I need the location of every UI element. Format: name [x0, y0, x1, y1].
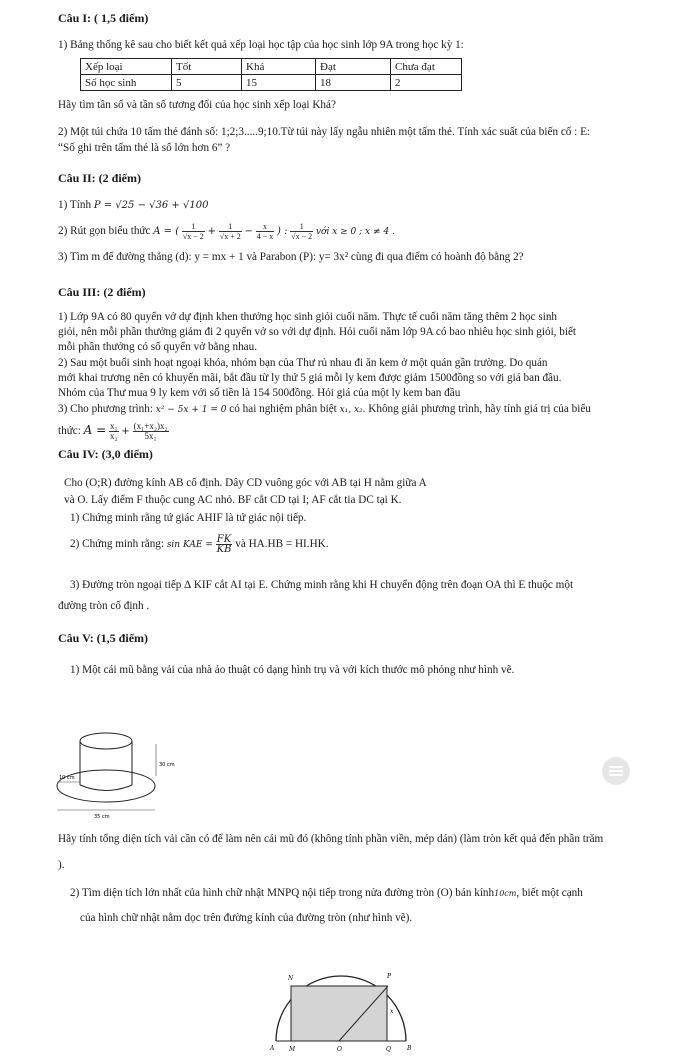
- label-x: x: [390, 1008, 394, 1015]
- table-cell: 5: [172, 75, 242, 91]
- rectangle-MNPQ: [291, 986, 387, 1041]
- q3-part1-line1: 1) Lớp 9A có 80 quyển vở dự định khen thưởng học sinh giỏi cuối năm. Thực tế cuối năm tăng thêm 2 học sinh: [58, 311, 558, 323]
- label-O: O: [337, 1046, 342, 1053]
- q5-part2-line2: của hình chữ nhật nằm dọc trên đường kính của đường tròn (như hình vẽ).: [80, 912, 413, 924]
- numerator: 1: [219, 222, 242, 232]
- label-height: 30 cm: [159, 762, 175, 768]
- sine-expr: sin KAE =: [166, 540, 213, 550]
- label-width: 35 cm: [94, 814, 110, 820]
- q4-intro-line2: và O. Lấy điểm F thuộc cung AC nhỏ. BF cắt CD tại I; AF cắt tia DC tại K.: [64, 494, 402, 506]
- text: có hai nghiệm phân biệt: [226, 403, 340, 415]
- q1-part1: 1) Bảng thống kê sau cho biết kết quả xếp loại học tập của học sinh lớp 9A trong học kỳ 1:: [58, 39, 464, 51]
- denominator: x₂: [109, 430, 118, 441]
- q1-part2-line1: 2) Một túi chứa 10 tấm thẻ đánh số: 1;2;3.....9;10.Từ túi này lấy ngẫu nhiên một tấm thẻ. Tính xác suất của biến cố : E:: [58, 126, 591, 138]
- menu-bar: [609, 770, 623, 772]
- q4-part2-label: 2) Chứng minh rằng:: [70, 538, 167, 550]
- q4-intro-line1: Cho (O;R) đường kính AB cố định. Dây CD vuông góc với AB tại H nằm giữa A: [64, 477, 427, 489]
- table-header-row: [81, 59, 462, 75]
- table-cell: 18: [316, 75, 391, 91]
- hat-base-arc: [80, 785, 132, 791]
- label-P: P: [387, 973, 392, 980]
- fraction: [219, 222, 242, 241]
- fraction: [290, 222, 313, 241]
- table-cell: 15: [242, 75, 316, 91]
- hat-figure: [48, 730, 188, 825]
- equation: x² − 5x + 1 = 0: [155, 405, 227, 415]
- text: thức:: [58, 425, 84, 437]
- numerator: 1: [290, 222, 313, 232]
- q3-part3-line1: [58, 402, 668, 417]
- label-Q: Q: [386, 1046, 391, 1053]
- grade-table: [80, 58, 462, 91]
- table-header-cell: Khá: [242, 59, 316, 75]
- q2-part2: 2) Rút gọn biểu thức A = ( $\frac{1}{√x - 2}$ + $\frac{1}{√x + 2}$ − $\frac{x}{4 - x}$ ) : $\frac{1}{√x - 2}$ với x ≥ 0 ; x ≠ 4 .: [58, 221, 395, 241]
- q1-title: Câu I: ( 1,5 điểm): [58, 11, 149, 25]
- q5-part1-question-line1: Hãy tính tổng diện tích vải cần có để làm nên cái mũ đó (không tính phần viền, mép dán) (làm tròn kết quả đến phần trăm: [58, 833, 604, 845]
- table-header-cell: Xếp loại: [81, 59, 172, 75]
- fraction: [216, 535, 233, 554]
- q5-part1-question-line2: ).: [58, 859, 65, 871]
- label-M: M: [289, 1046, 296, 1053]
- fraction: [133, 422, 169, 441]
- q2-part1-label: 1) Tính: [58, 199, 94, 211]
- label-radius: 10 cm: [59, 775, 75, 781]
- denominator: √x + 2: [219, 231, 241, 241]
- q3-title: Câu III: (2 điểm): [58, 285, 146, 299]
- denominator: √x − 2: [182, 231, 204, 241]
- q3-part1-line2: giỏi, nên mỗi phần thưởng giảm đi 2 quyển vở so với dự định. Hỏi cuối năm lớp 9A có bao nhiêu học sinh giỏi, biết: [58, 326, 577, 338]
- q3-part2-line3: Nhóm của Thư mua 9 ly kem với số tiền là 154 500đồng. Hỏi giá của một ly kem ban đầu: [58, 387, 461, 399]
- q1-part1-question: Hãy tìm tần số và tần số tương đối của học sinh xếp loại Khá?: [58, 99, 336, 111]
- text: . Không giải phương trình, hãy tính giá trị của biểu: [362, 403, 591, 415]
- q2-part1-formula: P = √25 − √36 + √100: [93, 200, 209, 211]
- q4-part3-line1: 3) Đường tròn ngoại tiếp ∆ KIF cắt AI tại E. Chứng minh rằng khi H chuyển động trên đoạn OA thì E thuộc một: [70, 579, 574, 591]
- q3-part2-line2: mới khai trương nên có khuyến mãi, bắt đầu từ ly thứ 5 giá mỗi ly kem được giảm 1500đồng so với giá ban đầu.: [58, 372, 562, 384]
- division-sign: ) :: [277, 226, 288, 237]
- table-row: [81, 75, 462, 91]
- q2-part3: 3) Tìm m để đường thẳng (d): y = mx + 1 và Parabon (P): y= 3x² cùng đi qua điểm có hoành độ bằng 2?: [58, 251, 524, 263]
- q2-title: Câu II: (2 điểm): [58, 171, 141, 185]
- semicircle-figure: [262, 966, 422, 1056]
- numerator: x: [256, 222, 275, 232]
- expr-A: A = (: [153, 226, 180, 237]
- condition: với x ≥ 0 ; x ≠ 4 .: [315, 227, 395, 237]
- q2-part2-label: 2) Rút gọn biểu thức: [58, 225, 154, 237]
- menu-bar: [609, 766, 623, 768]
- roots: x₁, x₂: [339, 405, 363, 415]
- text: và HA.HB = HI.HK.: [232, 538, 329, 550]
- menu-bar: [609, 774, 623, 776]
- q4-part2: [70, 533, 668, 556]
- denominator: KB: [216, 543, 232, 555]
- label-N: N: [288, 975, 294, 982]
- fraction: [109, 422, 119, 441]
- menu-icon[interactable]: [602, 757, 630, 785]
- plus-sign: +: [121, 426, 130, 437]
- q4-part3-line2: đường tròn cố định .: [58, 600, 150, 612]
- expr-A: A =: [83, 423, 107, 437]
- denominator: 5x₁: [144, 430, 157, 441]
- q5-title: Câu V: (1,5 điểm): [58, 631, 149, 645]
- q5-part2-line1: [70, 886, 668, 901]
- denominator: √x − 2: [291, 231, 313, 241]
- q2-part1: [58, 198, 668, 213]
- label-B: B: [407, 1045, 412, 1052]
- text: , biết một cạnh: [516, 887, 583, 899]
- q4-part1: 1) Chứng minh rằng tứ giác AHIF là tứ giác nội tiếp.: [70, 512, 307, 524]
- text: 2) Tìm diện tích lớn nhất của hình chữ nhật MNPQ nội tiếp trong nửa đường tròn (O) bán kính: [70, 887, 495, 899]
- table-cell: Số học sinh: [81, 75, 172, 91]
- q3-part2-line1: 2) Sau một buổi sinh hoạt ngoại khóa, nhóm bạn của Thư rủ nhau đi ăn kem ở một quán gần trường. Do quán: [58, 357, 548, 369]
- table-header-cell: Chưa đạt: [391, 59, 462, 75]
- q4-title: Câu IV: (3,0 điểm): [58, 447, 153, 461]
- hat-top-ellipse: [80, 733, 132, 749]
- denominator: 4 − x: [256, 231, 274, 241]
- fraction: [256, 222, 275, 241]
- numerator: 1: [182, 222, 205, 232]
- q5-part1: 1) Một cái mũ bằng vải của nhà ảo thuật có dạng hình trụ và với kích thước mô phỏng như hình vẽ.: [70, 664, 515, 676]
- radius-value: 10cm: [494, 889, 517, 898]
- q3-part3-line2: [58, 418, 668, 444]
- table-cell: 2: [391, 75, 462, 91]
- label-A: A: [270, 1045, 275, 1052]
- table-header-cell: Tốt: [172, 59, 242, 75]
- q3-part1-line3: mỗi phần thưởng có số quyển vở bằng nhau.: [58, 341, 258, 353]
- numerator: (x₁+x₂)x₂: [133, 420, 168, 431]
- numerator: FK: [216, 533, 232, 545]
- q1-part2-line2: “Số ghi trên tấm thẻ là số lớn hơn 6” ?: [58, 142, 231, 154]
- fraction: [182, 222, 205, 241]
- q3-part3-label: 3) Cho phương trình:: [58, 403, 156, 415]
- table-header-cell: Đạt: [316, 59, 391, 75]
- numerator: x₁: [109, 420, 118, 431]
